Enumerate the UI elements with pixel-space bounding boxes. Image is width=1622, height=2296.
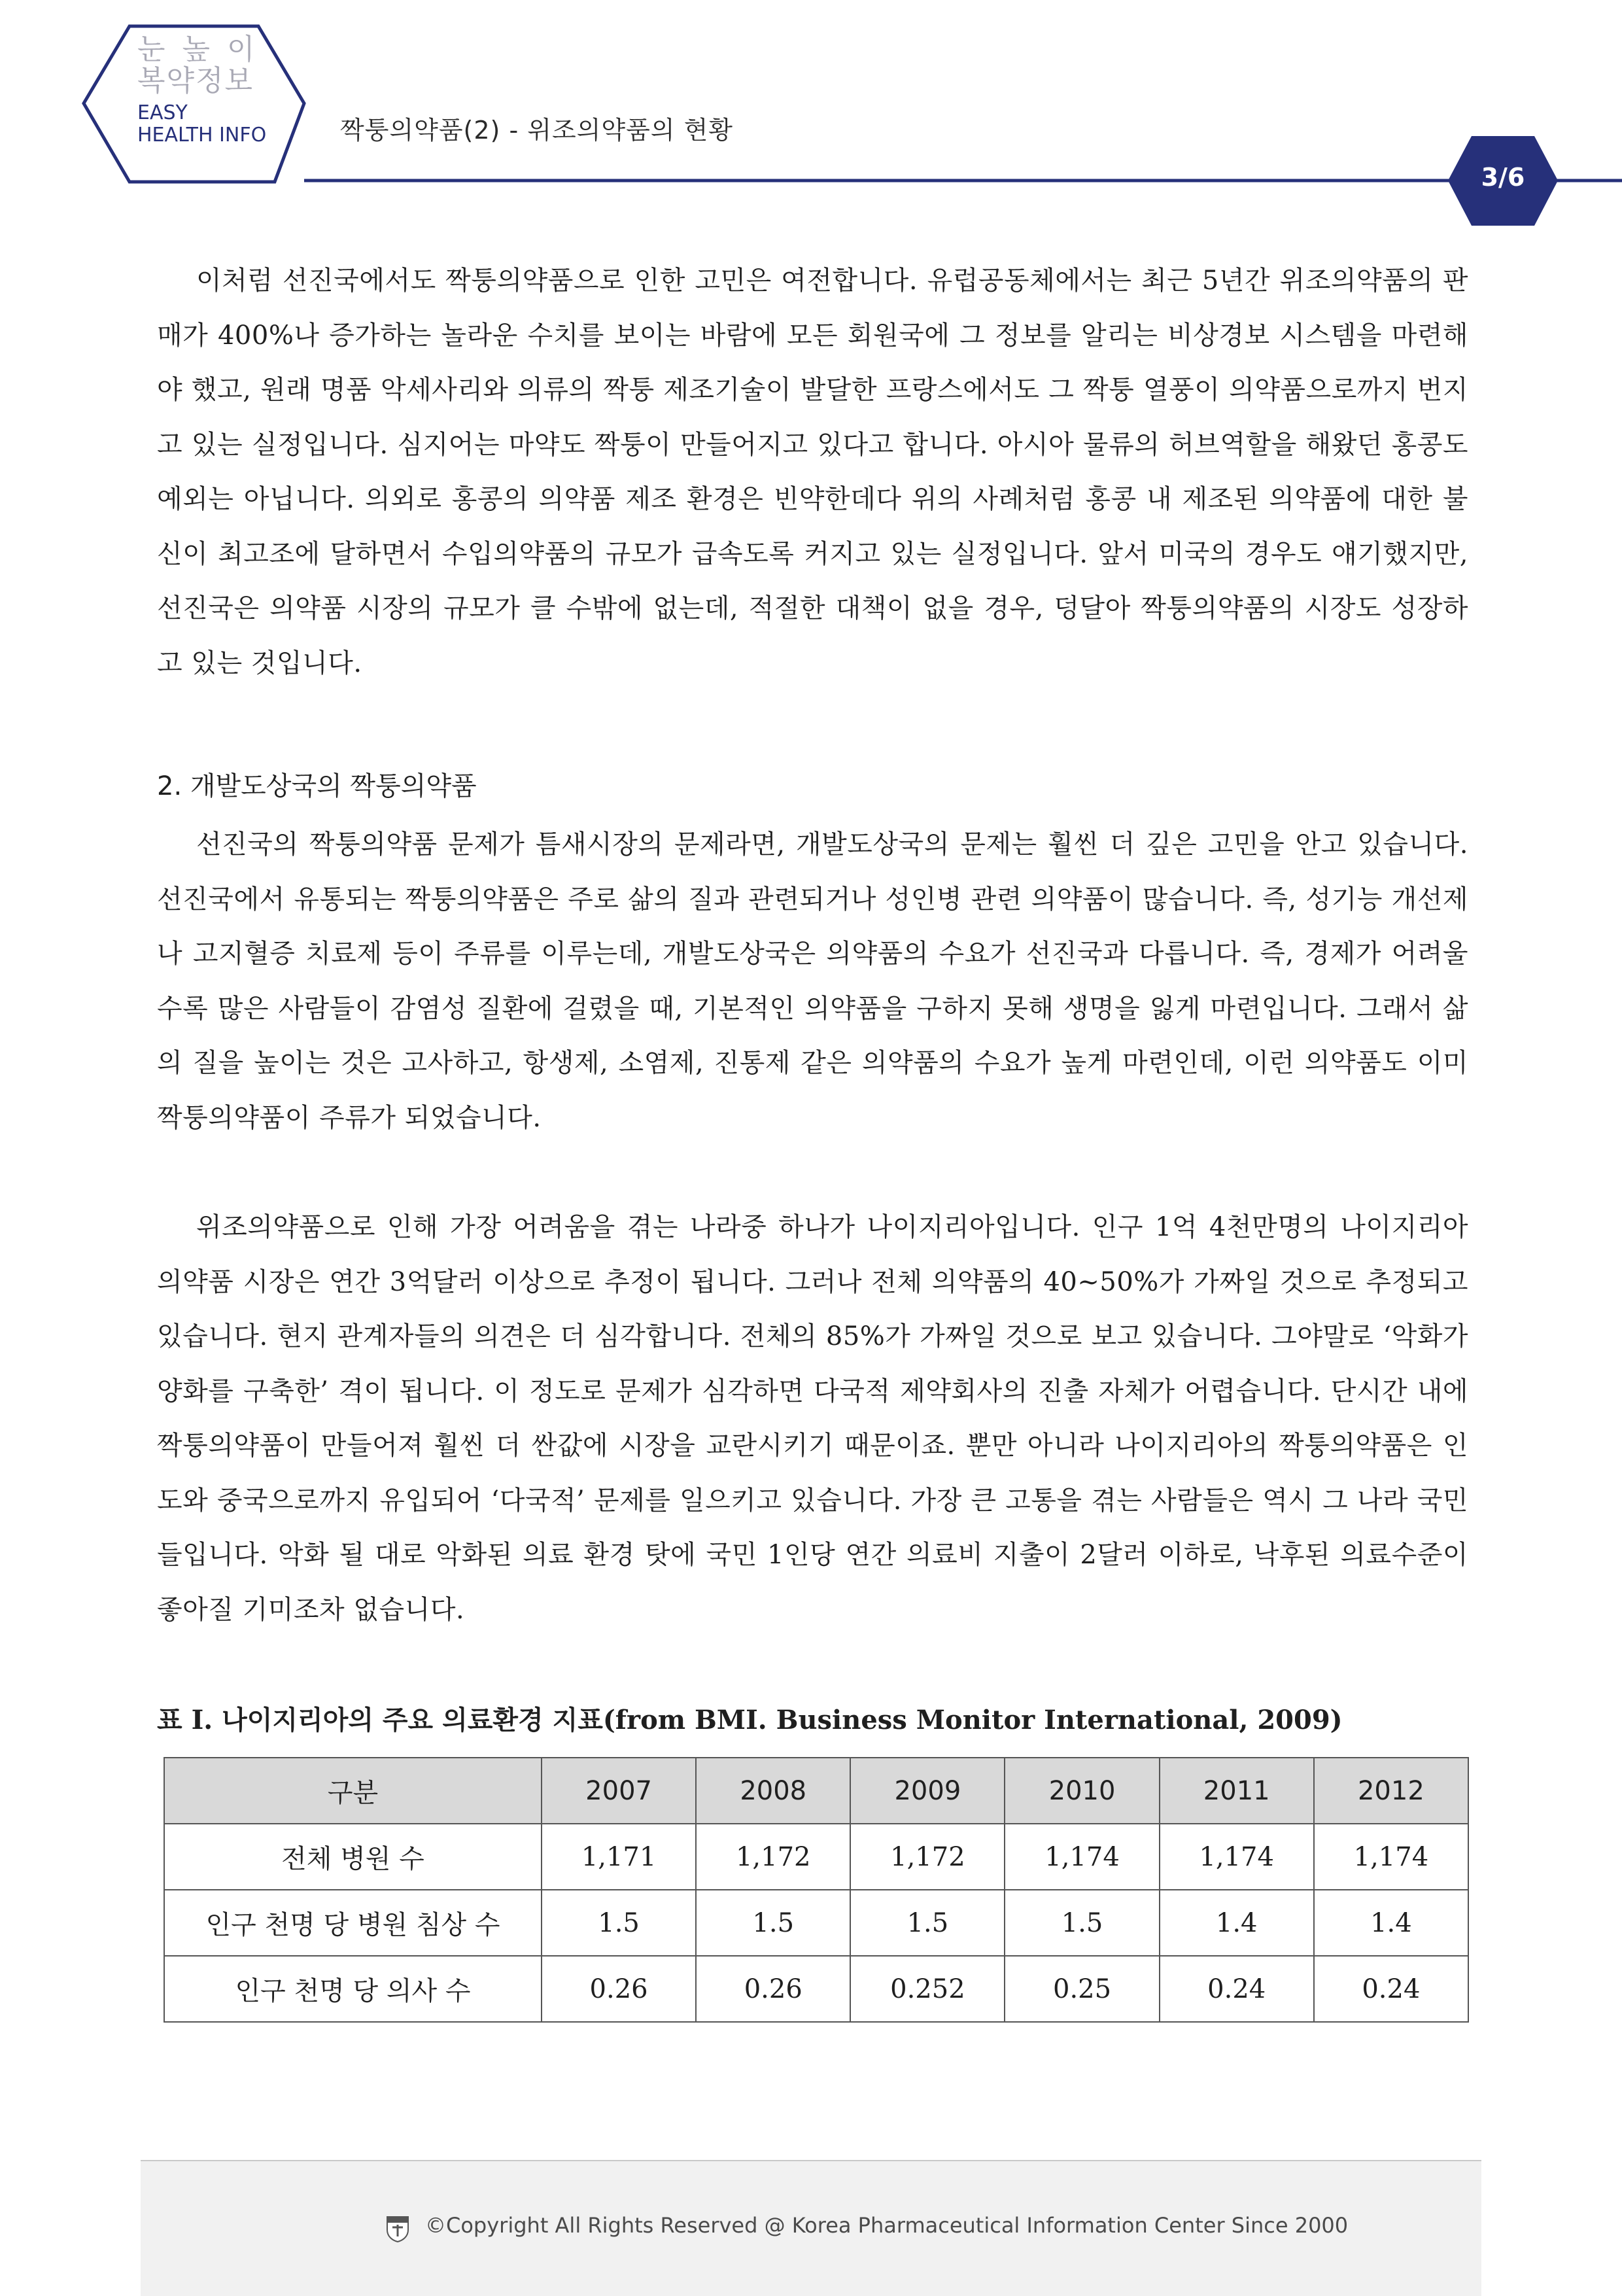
table-cell: 0.24 <box>1160 1956 1314 2022</box>
logo-line-3: EASY <box>137 101 188 124</box>
nigeria-indicators-table <box>164 1757 1469 2023</box>
table-cell: 0.26 <box>696 1956 850 2022</box>
header-cell: 구분 <box>164 1758 542 1824</box>
copyright-text: ©Copyright All Rights Reserved @ Korea Pharmaceutical Information Center Since 2000 <box>425 2213 1349 2238</box>
table-cell: 1.5 <box>1005 1890 1159 1956</box>
table-cell: 0.26 <box>542 1956 696 2022</box>
row-label: 인구 천명 당 의사 수 <box>164 1956 542 2022</box>
table-cell: 0.24 <box>1314 1956 1468 2022</box>
row-label: 전체 병원 수 <box>164 1824 542 1890</box>
logo-line-2: 복약정보 <box>137 64 254 97</box>
emblem-icon <box>385 2214 411 2243</box>
section-heading: 2. 개발도상국의 짝퉁의약품 <box>157 771 477 801</box>
table-cell: 1.4 <box>1160 1890 1314 1956</box>
table-cell: 1.5 <box>850 1890 1005 1956</box>
header-cell: 2012 <box>1314 1758 1468 1824</box>
header-cell: 2009 <box>850 1758 1005 1824</box>
table-row <box>164 1956 1468 2022</box>
table-row <box>164 1890 1468 1956</box>
table-cell: 1,171 <box>542 1824 696 1890</box>
table-caption: 표 I. 나이지리아의 주요 의료환경 지표(from BMI. Business Monitor International, 2009) <box>157 1705 1343 1735</box>
table-cell: 1.5 <box>542 1890 696 1956</box>
table-cell: 1,174 <box>1314 1824 1468 1890</box>
row-label: 인구 천명 당 병원 침상 수 <box>164 1890 542 1956</box>
header-cell: 2010 <box>1005 1758 1159 1824</box>
header-cell: 2008 <box>696 1758 850 1824</box>
paragraph-developed-countries: 이처럼 선진국에서도 짝퉁의약품으로 인한 고민은 여전합니다. 유럽공동체에서는 최근 5년간 위조의약품의 판매가 400%나 증가하는 놀라운 수치를 보이는 바람에 모든 회원국에 그 정보를 알리는 비상경보 시스템을 마련해야 했고, 원래 명품 악세사리와 의류의 짝퉁 제조기술이 발달한 프랑스에서도 그 짝퉁 열풍이 의약품으로까지 번지고 있는 실정입니다. 심지어는 마약도 짝퉁이 만들어지고 있다고 합니다. 아시아 물류의 허브역할을 해왔던 홍콩도 예외는 아닙니다. 의외로 홍콩의 의약품 제조 환경은 빈약한데다 위의 사례처럼 홍콩 내 제조된 의약품에 대한 불신이 최고조에 달하면서 수입의약품의 규모가 급속도록 커지고 있는 실정입니다. 앞서 미국의 경우도 얘기했지만, 선진국은 의약품 시장의 규모가 클 수밖에 없는데, 적절한 대책이 없을 경우, 덩달아 짝퉁의약품의 시장도 성장하고 있는 것입니다. <box>157 266 1468 678</box>
page-number: 3/6 <box>1481 163 1525 192</box>
logo-line-4: HEALTH INFO <box>137 124 267 147</box>
header-cell: 2007 <box>542 1758 696 1824</box>
paragraph-nigeria: 위조의약품으로 인해 가장 어려움을 겪는 나라중 하나가 나이지리아입니다. 인구 1억 4천만명의 나이지리아 의약품 시장은 연간 3억달러 이상으로 추정이 됩니다. 그러나 전체 의약품의 40~50%가 가짜일 것으로 추정되고 있습니다. 현지 관계자들의 의견은 더 심각합니다. 전체의 85%가 가짜일 것으로 보고 있습니다. 그야말로 ‘악화가 양화를 구축한’ 격이 됩니다. 이 정도로 문제가 심각하면 다국적 제약회사의 진출 자체가 어렵습니다. 단시간 내에 짝퉁의약품이 만들어져 훨씬 더 싼값에 시장을 교란시키기 때문이죠. 뿐만 아니라 나이지리아의 짝퉁의약품은 인도와 중국으로까지 유입되어 ‘다국적’ 문제를 일으키고 있습니다. 가장 큰 고통을 겪는 사람들은 역시 그 나라 국민들입니다. 악화 될 대로 악화된 의료 환경 탓에 국민 1인당 연간 의료비 지출이 2달러 이하로, 낙후된 의료수준이 좋아질 기미조차 없습니다. <box>157 1212 1468 1625</box>
table-cell: 1.5 <box>696 1890 850 1956</box>
table-header-row <box>164 1758 1468 1824</box>
page-title: 짝퉁의약품(2) - 위조의약품의 현황 <box>340 116 733 145</box>
table-cell: 0.252 <box>850 1956 1005 2022</box>
table-cell: 1,174 <box>1160 1824 1314 1890</box>
table-cell: 0.25 <box>1005 1956 1159 2022</box>
header-cell: 2011 <box>1160 1758 1314 1824</box>
table-cell: 1,172 <box>696 1824 850 1890</box>
table-cell: 1,172 <box>850 1824 1005 1890</box>
logo <box>137 34 266 147</box>
logo-line-1: 눈 높 이 <box>137 33 259 66</box>
table-row <box>164 1824 1468 1890</box>
table-cell: 1.4 <box>1314 1890 1468 1956</box>
table-cell: 1,174 <box>1005 1824 1159 1890</box>
paragraph-developing-countries: 선진국의 짝퉁의약품 문제가 틈새시장의 문제라면, 개발도상국의 문제는 훨씬 더 깊은 고민을 안고 있습니다. 선진국에서 유통되는 짝퉁의약품은 주로 삶의 질과 관련되거나 성인병 관련 의약품이 많습니다. 즉, 성기능 개선제나 고지혈증 치료제 등이 주류를 이루는데, 개발도상국은 의약품의 수요가 선진국과 다릅니다. 즉, 경제가 어려울수록 많은 사람들이 감염성 질환에 걸렸을 때, 기본적인 의약품을 구하지 못해 생명을 잃게 마련입니다. 그래서 삶의 질을 높이는 것은 고사하고, 항생제, 소염제, 진통제 같은 의약품의 수요가 높게 마련인데, 이런 의약품도 이미 짝퉁의약품이 주류가 되었습니다. <box>157 829 1468 1133</box>
